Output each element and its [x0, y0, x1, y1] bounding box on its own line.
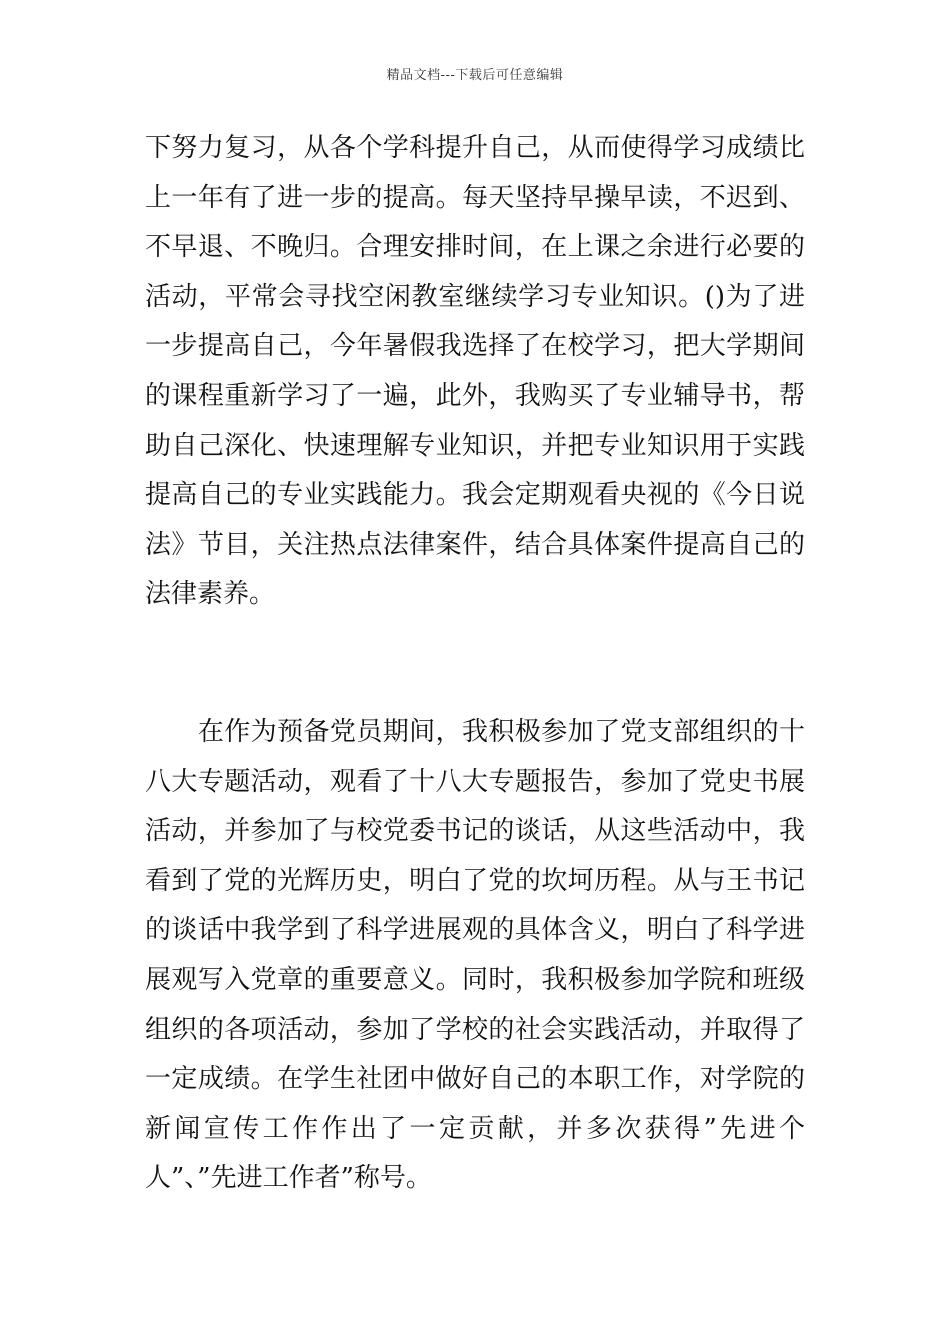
text-line: 看到了党的光辉历史，明白了党的坎坷历程。从与王书记: [145, 865, 805, 896]
text-line: 八大专题活动，观看了十八大专题报告，参加了党史书展: [145, 766, 805, 797]
text-line: 的课程重新学习了一遍，此外，我购买了专业辅导书，帮: [145, 380, 805, 411]
text-line: 法》节目，关注热点法律案件，结合具体案件提高自己的: [145, 529, 805, 560]
text-line: 一定成绩。在学生社团中做好自己的本职工作，对学院的: [145, 1064, 805, 1095]
paragraph-spacer: [145, 620, 805, 708]
text-line: 人”、”先进工作者”称号。: [145, 1163, 432, 1194]
text-line: 法律素养。: [145, 579, 276, 610]
text-line: 在作为预备党员期间，我积极参加了党支部组织的十: [145, 716, 805, 747]
text-line: 展观写入党章的重要意义。同时，我积极参加学院和班级: [145, 964, 805, 995]
text-line: 不早退、不晚归。合理安排时间，在上课之余进行必要的: [145, 232, 805, 263]
text-line: 下努力复习，从各个学科提升自己，从而使得学习成绩比: [145, 133, 805, 163]
text-line: 组织的各项活动，参加了学校的社会实践活动，并取得了: [145, 1014, 805, 1045]
text-line: 一步提高自己，今年暑假我选择了在校学习，把大学期间: [145, 331, 805, 362]
text-line: 的谈话中我学到了科学进展观的具体含义，明白了科学进: [145, 915, 805, 946]
text-line: 活动，并参加了与校党委书记的谈话，从这些活动中，我: [145, 816, 805, 847]
text-line: 活动，平常会寻找空闲教室继续学习专业知识。()为了进: [145, 281, 805, 312]
page-header: 精品文档---下载后可任意编辑: [386, 68, 564, 83]
text-line: 上一年有了进一步的提高。每天坚持早操早读，不迟到、: [145, 182, 805, 213]
text-line: 助自己深化、快速理解专业知识，并把专业知识用于实践: [145, 430, 805, 461]
text-line: 提高自己的专业实践能力。我会定期观看央视的《今日说: [145, 480, 805, 511]
document-body: [145, 124, 805, 1204]
text-line: 新闻宣传工作作出了一定贡献，并多次获得”先进个: [145, 1113, 805, 1144]
paragraph-2: [145, 708, 805, 1204]
paragraph-1: [145, 124, 805, 620]
